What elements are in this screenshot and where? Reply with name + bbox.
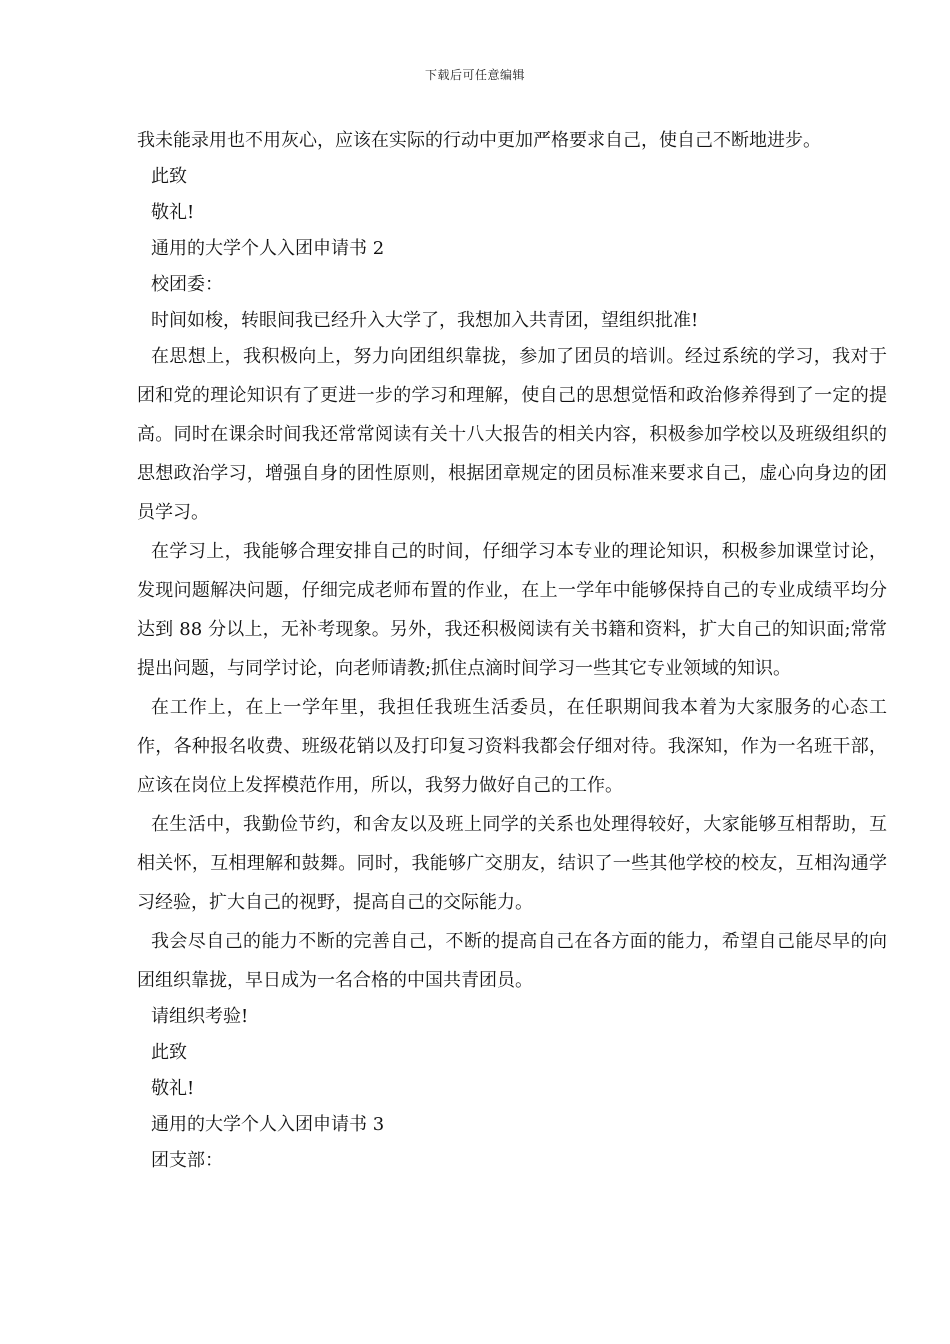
paragraph-life: 在生活中，我勤俭节约，和舍友以及班上同学的关系也处理得较好，大家能够互相帮助，互相关怀，互相理解和鼓舞。同时，我能够广交朋友，结识了一些其他学校的校友，互相沟通学习经验，扩大自己的视野，提高自己的交际能力。: [137, 814, 887, 913]
addressee-3: 团支部：: [151, 1150, 223, 1171]
paragraph-opening: 时间如梭，转眼间我已经升入大学了，我想加入共青团，望组织批准!: [151, 310, 699, 331]
salute-1: 敬礼!: [151, 202, 195, 223]
closing-2: 此致: [151, 1042, 187, 1063]
section-title-3: 通用的大学个人入团申请书 3: [151, 1114, 385, 1135]
document-body: [137, 124, 887, 1177]
request-line: 请组织考验!: [151, 1006, 249, 1027]
salute-2: 敬礼!: [151, 1078, 195, 1099]
section-title-2: 通用的大学个人入团申请书 2: [151, 238, 385, 259]
paragraph-study: 在学习上，我能够合理安排自己的时间，仔细学习本专业的理论知识，积极参加课堂讨论，发现问题解决问题，仔细完成老师布置的作业，在上一学年中能够保持自己的专业成绩平均分达到 88 分以上，无补考现象。另外，我还积极阅读有关书籍和资料，扩大自己的知识面;常常提出问题，与同学讨论，向老师请教;抓住点滴时间学习一些其它专业领域的知识。: [137, 541, 887, 679]
paragraph-thought: 在思想上，我积极向上，努力向团组织靠拢，参加了团员的培训。经过系统的学习，我对于团和党的理论知识有了更进一步的学习和理解，使自己的思想觉悟和政治修养得到了一定的提高。同时在课余时间我还常常阅读有关十八大报告的相关内容，积极参加学校以及班级组织的思想政治学习，增强自身的团性原则，根据团章规定的团员标准来要求自己，虚心向身边的团员学习。: [137, 346, 887, 523]
paragraph-work: 在工作上，在上一学年里，我担任我班生活委员，在任职期间我本着为大家服务的心态工作，各种报名收费、班级花销以及打印复习资料我都会仔细对待。我深知，作为一名班干部，应该在岗位上发挥模范作用，所以，我努力做好自己的工作。: [137, 697, 887, 796]
page-header: 下载后可任意编辑: [424, 68, 525, 82]
paragraph-resolve: 我会尽自己的能力不断的完善自己，不断的提高自己在各方面的能力，希望自己能尽早的向团组织靠拢，早日成为一名合格的中国共青团员。: [137, 931, 887, 991]
addressee-2: 校团委：: [151, 274, 223, 295]
intro-line: 我未能录用也不用灰心，应该在实际的行动中更加严格要求自己，使自己不断地进步。: [137, 130, 821, 151]
closing-1: 此致: [151, 166, 187, 187]
